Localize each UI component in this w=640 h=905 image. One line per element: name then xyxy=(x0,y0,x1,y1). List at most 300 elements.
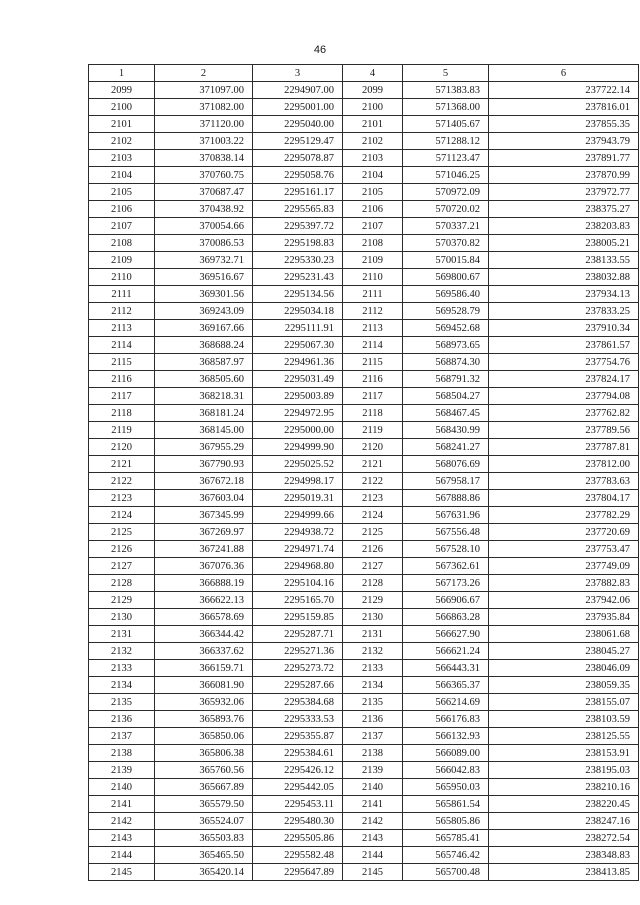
table-cell: 2122 xyxy=(89,473,155,490)
table-cell: 237935.84 xyxy=(489,609,639,626)
table-cell: 569800.67 xyxy=(403,269,489,286)
table-cell: 238155.07 xyxy=(489,694,639,711)
table-cell: 2100 xyxy=(89,99,155,116)
table-header-row xyxy=(89,65,639,82)
table-cell: 2102 xyxy=(343,133,403,150)
table-cell: 365503.83 xyxy=(155,830,253,847)
table-cell: 2120 xyxy=(89,439,155,456)
column-header-1: 1 xyxy=(89,65,155,82)
table-cell: 568504.27 xyxy=(403,388,489,405)
table-cell: 237882.83 xyxy=(489,575,639,592)
table-cell: 2295384.61 xyxy=(253,745,343,762)
table-cell: 2295426.12 xyxy=(253,762,343,779)
table-cell: 237972.77 xyxy=(489,184,639,201)
table-cell: 2294972.95 xyxy=(253,405,343,422)
table-cell: 571123.47 xyxy=(403,150,489,167)
table-cell: 2139 xyxy=(89,762,155,779)
table-cell: 365932.06 xyxy=(155,694,253,711)
table-cell: 366337.62 xyxy=(155,643,253,660)
table-row xyxy=(89,303,639,320)
table-cell: 570337.21 xyxy=(403,218,489,235)
table-row xyxy=(89,864,639,881)
table-cell: 237787.81 xyxy=(489,439,639,456)
table-cell: 238220.45 xyxy=(489,796,639,813)
table-cell: 237794.08 xyxy=(489,388,639,405)
table-cell: 237824.17 xyxy=(489,371,639,388)
table-cell: 566176.83 xyxy=(403,711,489,728)
table-cell: 2132 xyxy=(343,643,403,660)
table-cell: 2295111.91 xyxy=(253,320,343,337)
table-cell: 2295442.05 xyxy=(253,779,343,796)
table-cell: 2133 xyxy=(89,660,155,677)
table-cell: 238046.09 xyxy=(489,660,639,677)
table-cell: 2138 xyxy=(343,745,403,762)
column-header-6: 6 xyxy=(489,65,639,82)
table-cell: 566621.24 xyxy=(403,643,489,660)
table-cell: 368181.24 xyxy=(155,405,253,422)
table-cell: 2120 xyxy=(343,439,403,456)
table-cell: 566443.31 xyxy=(403,660,489,677)
table-cell: 366159.71 xyxy=(155,660,253,677)
table-cell: 566365.37 xyxy=(403,677,489,694)
table-cell: 371003.22 xyxy=(155,133,253,150)
table-cell: 2131 xyxy=(343,626,403,643)
table-cell: 238247.16 xyxy=(489,813,639,830)
table-cell: 566132.93 xyxy=(403,728,489,745)
column-header-5: 5 xyxy=(403,65,489,82)
table-cell: 2295330.23 xyxy=(253,252,343,269)
table-cell: 2110 xyxy=(343,269,403,286)
table-cell: 2141 xyxy=(89,796,155,813)
table-cell: 566627.90 xyxy=(403,626,489,643)
table-cell: 570370.82 xyxy=(403,235,489,252)
table-cell: 2134 xyxy=(343,677,403,694)
column-header-4: 4 xyxy=(343,65,403,82)
table-row xyxy=(89,847,639,864)
table-row xyxy=(89,388,639,405)
table-cell: 2294907.00 xyxy=(253,82,343,99)
table-cell: 2294968.80 xyxy=(253,558,343,575)
table-cell: 2295165.70 xyxy=(253,592,343,609)
table-cell: 238413.85 xyxy=(489,864,639,881)
table-row xyxy=(89,354,639,371)
table-cell: 238348.83 xyxy=(489,847,639,864)
table-cell: 568791.32 xyxy=(403,371,489,388)
table-cell: 370838.14 xyxy=(155,150,253,167)
table-cell: 2126 xyxy=(343,541,403,558)
table-cell: 567528.10 xyxy=(403,541,489,558)
table-row xyxy=(89,286,639,303)
table-cell: 2295231.43 xyxy=(253,269,343,286)
table-cell: 567888.86 xyxy=(403,490,489,507)
table-cell: 2136 xyxy=(343,711,403,728)
table-cell: 2129 xyxy=(343,592,403,609)
table-cell: 365465.50 xyxy=(155,847,253,864)
table-cell: 238210.16 xyxy=(489,779,639,796)
table-cell: 2131 xyxy=(89,626,155,643)
table-cell: 237754.76 xyxy=(489,354,639,371)
table-cell: 2295134.56 xyxy=(253,286,343,303)
table-row xyxy=(89,133,639,150)
table-cell: 2112 xyxy=(343,303,403,320)
table-cell: 569528.79 xyxy=(403,303,489,320)
table-cell: 2295067.30 xyxy=(253,337,343,354)
table-cell: 2118 xyxy=(89,405,155,422)
table-cell: 238061.68 xyxy=(489,626,639,643)
table-cell: 2124 xyxy=(343,507,403,524)
table-cell: 2295480.30 xyxy=(253,813,343,830)
table-cell: 2107 xyxy=(89,218,155,235)
table-cell: 2141 xyxy=(343,796,403,813)
table-row xyxy=(89,320,639,337)
table-cell: 570015.84 xyxy=(403,252,489,269)
table-cell: 2138 xyxy=(89,745,155,762)
table-cell: 238272.54 xyxy=(489,830,639,847)
table-cell: 2295397.72 xyxy=(253,218,343,235)
table-cell: 237942.06 xyxy=(489,592,639,609)
table-cell: 569586.40 xyxy=(403,286,489,303)
table-row xyxy=(89,677,639,694)
table-cell: 567631.96 xyxy=(403,507,489,524)
table-cell: 568874.30 xyxy=(403,354,489,371)
table-cell: 2294998.17 xyxy=(253,473,343,490)
table-cell: 365760.56 xyxy=(155,762,253,779)
table-cell: 2108 xyxy=(89,235,155,252)
table-cell: 237943.79 xyxy=(489,133,639,150)
table-cell: 2105 xyxy=(89,184,155,201)
table-cell: 2137 xyxy=(89,728,155,745)
table-cell: 368145.00 xyxy=(155,422,253,439)
table-row xyxy=(89,150,639,167)
table-cell: 2121 xyxy=(343,456,403,473)
table-cell: 565805.86 xyxy=(403,813,489,830)
table-cell: 2121 xyxy=(89,456,155,473)
table-cell: 2295025.52 xyxy=(253,456,343,473)
table-cell: 366081.90 xyxy=(155,677,253,694)
table-row xyxy=(89,541,639,558)
table-cell: 568973.65 xyxy=(403,337,489,354)
table-row xyxy=(89,99,639,116)
table-cell: 2102 xyxy=(89,133,155,150)
table-body xyxy=(89,82,639,881)
table-cell: 568241.27 xyxy=(403,439,489,456)
table-row xyxy=(89,524,639,541)
table-cell: 237855.35 xyxy=(489,116,639,133)
table-cell: 2295565.83 xyxy=(253,201,343,218)
table-cell: 237789.56 xyxy=(489,422,639,439)
table-row xyxy=(89,813,639,830)
table-cell: 567958.17 xyxy=(403,473,489,490)
table-cell: 366888.19 xyxy=(155,575,253,592)
table-cell: 2295000.00 xyxy=(253,422,343,439)
table-cell: 369516.67 xyxy=(155,269,253,286)
table-cell: 570720.02 xyxy=(403,201,489,218)
table-cell: 368505.60 xyxy=(155,371,253,388)
table-cell: 2295040.00 xyxy=(253,116,343,133)
table-cell: 2116 xyxy=(89,371,155,388)
table-cell: 2135 xyxy=(343,694,403,711)
table-row xyxy=(89,184,639,201)
table-cell: 2137 xyxy=(343,728,403,745)
table-cell: 368587.97 xyxy=(155,354,253,371)
table-cell: 2295505.86 xyxy=(253,830,343,847)
table-cell: 2119 xyxy=(89,422,155,439)
table-cell: 237934.13 xyxy=(489,286,639,303)
table-cell: 367345.99 xyxy=(155,507,253,524)
table-cell: 2135 xyxy=(89,694,155,711)
table-row xyxy=(89,473,639,490)
table-cell: 367955.29 xyxy=(155,439,253,456)
table-cell: 2136 xyxy=(89,711,155,728)
table-cell: 367790.93 xyxy=(155,456,253,473)
table-cell: 237749.09 xyxy=(489,558,639,575)
table-cell: 2139 xyxy=(343,762,403,779)
table-row xyxy=(89,694,639,711)
table-cell: 2295198.83 xyxy=(253,235,343,252)
table-cell: 571383.83 xyxy=(403,82,489,99)
table-row xyxy=(89,507,639,524)
table-cell: 2117 xyxy=(89,388,155,405)
table-row xyxy=(89,830,639,847)
table-cell: 2295271.36 xyxy=(253,643,343,660)
table-row xyxy=(89,796,639,813)
table-cell: 2295129.47 xyxy=(253,133,343,150)
table-row xyxy=(89,337,639,354)
table-cell: 369301.56 xyxy=(155,286,253,303)
table-cell: 2295159.85 xyxy=(253,609,343,626)
column-header-2: 2 xyxy=(155,65,253,82)
table-cell: 2295003.89 xyxy=(253,388,343,405)
table-cell: 237816.01 xyxy=(489,99,639,116)
table-cell: 365524.07 xyxy=(155,813,253,830)
table-cell: 238375.27 xyxy=(489,201,639,218)
table-cell: 2110 xyxy=(89,269,155,286)
table-cell: 2127 xyxy=(89,558,155,575)
table-cell: 2295355.87 xyxy=(253,728,343,745)
table-cell: 371097.00 xyxy=(155,82,253,99)
table-cell: 2294999.90 xyxy=(253,439,343,456)
table-cell: 2295384.68 xyxy=(253,694,343,711)
table-cell: 2114 xyxy=(89,337,155,354)
table-row xyxy=(89,745,639,762)
table-cell: 2101 xyxy=(89,116,155,133)
table-cell: 2119 xyxy=(343,422,403,439)
table-cell: 367241.88 xyxy=(155,541,253,558)
table-row xyxy=(89,167,639,184)
table-cell: 237833.25 xyxy=(489,303,639,320)
table-cell: 2294971.74 xyxy=(253,541,343,558)
table-cell: 567556.48 xyxy=(403,524,489,541)
table-cell: 365579.50 xyxy=(155,796,253,813)
table-cell: 2106 xyxy=(343,201,403,218)
table-cell: 370054.66 xyxy=(155,218,253,235)
table-cell: 238153.91 xyxy=(489,745,639,762)
table-cell: 2111 xyxy=(343,286,403,303)
table-cell: 2140 xyxy=(343,779,403,796)
table-cell: 2106 xyxy=(89,201,155,218)
table-cell: 238125.55 xyxy=(489,728,639,745)
table-row xyxy=(89,592,639,609)
table-cell: 2294938.72 xyxy=(253,524,343,541)
column-header-3: 3 xyxy=(253,65,343,82)
table-row xyxy=(89,116,639,133)
table-cell: 565785.41 xyxy=(403,830,489,847)
table-cell: 2129 xyxy=(89,592,155,609)
table-cell: 371082.00 xyxy=(155,99,253,116)
table-cell: 569452.68 xyxy=(403,320,489,337)
table-cell: 2125 xyxy=(343,524,403,541)
table-row xyxy=(89,643,639,660)
table-row xyxy=(89,779,639,796)
table-cell: 2113 xyxy=(343,320,403,337)
table-row xyxy=(89,711,639,728)
table-cell: 2104 xyxy=(89,167,155,184)
table-cell: 567362.61 xyxy=(403,558,489,575)
table-cell: 2115 xyxy=(89,354,155,371)
table-cell: 2295034.18 xyxy=(253,303,343,320)
table-cell: 365893.76 xyxy=(155,711,253,728)
table-cell: 568430.99 xyxy=(403,422,489,439)
table-cell: 2108 xyxy=(343,235,403,252)
table-cell: 368218.31 xyxy=(155,388,253,405)
table-cell: 2145 xyxy=(89,864,155,881)
table-cell: 2109 xyxy=(343,252,403,269)
table-cell: 237753.47 xyxy=(489,541,639,558)
table-row xyxy=(89,609,639,626)
table-cell: 2130 xyxy=(89,609,155,626)
table-cell: 370760.75 xyxy=(155,167,253,184)
table-cell: 2295453.11 xyxy=(253,796,343,813)
table-row xyxy=(89,439,639,456)
table-row xyxy=(89,269,639,286)
table-cell: 2130 xyxy=(343,609,403,626)
table-cell: 565746.42 xyxy=(403,847,489,864)
table-cell: 2111 xyxy=(89,286,155,303)
table-cell: 238203.83 xyxy=(489,218,639,235)
table-row xyxy=(89,82,639,99)
table-row xyxy=(89,660,639,677)
table-cell: 567173.26 xyxy=(403,575,489,592)
table-cell: 565700.48 xyxy=(403,864,489,881)
table-cell: 237870.99 xyxy=(489,167,639,184)
table-cell: 2142 xyxy=(89,813,155,830)
table-row xyxy=(89,456,639,473)
table-row xyxy=(89,728,639,745)
table-cell: 565861.54 xyxy=(403,796,489,813)
table-cell: 2134 xyxy=(89,677,155,694)
table-cell: 2295104.16 xyxy=(253,575,343,592)
table-cell: 2122 xyxy=(343,473,403,490)
table-cell: 2105 xyxy=(343,184,403,201)
table-cell: 2100 xyxy=(343,99,403,116)
table-cell: 2125 xyxy=(89,524,155,541)
table-cell: 2114 xyxy=(343,337,403,354)
table-cell: 571046.25 xyxy=(403,167,489,184)
table-row xyxy=(89,490,639,507)
table-cell: 2144 xyxy=(343,847,403,864)
table-cell: 566042.83 xyxy=(403,762,489,779)
table-cell: 2295031.49 xyxy=(253,371,343,388)
table-cell: 237762.82 xyxy=(489,405,639,422)
table-cell: 2142 xyxy=(343,813,403,830)
table-cell: 368688.24 xyxy=(155,337,253,354)
table-cell: 566906.67 xyxy=(403,592,489,609)
table-cell: 365420.14 xyxy=(155,864,253,881)
table-cell: 365667.89 xyxy=(155,779,253,796)
table-cell: 568076.69 xyxy=(403,456,489,473)
table-row xyxy=(89,371,639,388)
table-cell: 2144 xyxy=(89,847,155,864)
table-row xyxy=(89,252,639,269)
table-cell: 237804.17 xyxy=(489,490,639,507)
table-row xyxy=(89,422,639,439)
table-row xyxy=(89,558,639,575)
table-cell: 2295273.72 xyxy=(253,660,343,677)
table-cell: 367603.04 xyxy=(155,490,253,507)
table-row xyxy=(89,405,639,422)
table-cell: 369167.66 xyxy=(155,320,253,337)
table-cell: 2124 xyxy=(89,507,155,524)
table-cell: 2115 xyxy=(343,354,403,371)
table-cell: 2107 xyxy=(343,218,403,235)
table-cell: 370086.53 xyxy=(155,235,253,252)
table-cell: 2113 xyxy=(89,320,155,337)
table-row xyxy=(89,201,639,218)
table-cell: 371120.00 xyxy=(155,116,253,133)
table-row xyxy=(89,575,639,592)
table-cell: 237782.29 xyxy=(489,507,639,524)
table-cell: 2126 xyxy=(89,541,155,558)
table-cell: 370687.47 xyxy=(155,184,253,201)
table-cell: 2295582.48 xyxy=(253,847,343,864)
table-cell: 237861.57 xyxy=(489,337,639,354)
table-cell: 367672.18 xyxy=(155,473,253,490)
table-cell: 2123 xyxy=(343,490,403,507)
table-cell: 238103.59 xyxy=(489,711,639,728)
table-cell: 366344.42 xyxy=(155,626,253,643)
table-row xyxy=(89,218,639,235)
table-cell: 2294961.36 xyxy=(253,354,343,371)
table-cell: 2295161.17 xyxy=(253,184,343,201)
table-cell: 565950.03 xyxy=(403,779,489,796)
table-cell: 2103 xyxy=(343,150,403,167)
table-cell: 2099 xyxy=(89,82,155,99)
table-cell: 2104 xyxy=(343,167,403,184)
table-cell: 2118 xyxy=(343,405,403,422)
table-cell: 369732.71 xyxy=(155,252,253,269)
table-row xyxy=(89,762,639,779)
table-cell: 237722.14 xyxy=(489,82,639,99)
table-cell: 2295019.31 xyxy=(253,490,343,507)
table-cell: 367076.36 xyxy=(155,558,253,575)
table-cell: 2123 xyxy=(89,490,155,507)
table-cell: 571368.00 xyxy=(403,99,489,116)
table-cell: 2295001.00 xyxy=(253,99,343,116)
table-cell: 237812.00 xyxy=(489,456,639,473)
table-cell: 366578.69 xyxy=(155,609,253,626)
table-cell: 566089.00 xyxy=(403,745,489,762)
table-cell: 237891.77 xyxy=(489,150,639,167)
table-cell: 365806.38 xyxy=(155,745,253,762)
table-cell: 2101 xyxy=(343,116,403,133)
table-cell: 571288.12 xyxy=(403,133,489,150)
table-cell: 566863.28 xyxy=(403,609,489,626)
table-cell: 2128 xyxy=(89,575,155,592)
table-cell: 238059.35 xyxy=(489,677,639,694)
table-cell: 238005.21 xyxy=(489,235,639,252)
table-cell: 2295287.66 xyxy=(253,677,343,694)
table-cell: 238195.03 xyxy=(489,762,639,779)
